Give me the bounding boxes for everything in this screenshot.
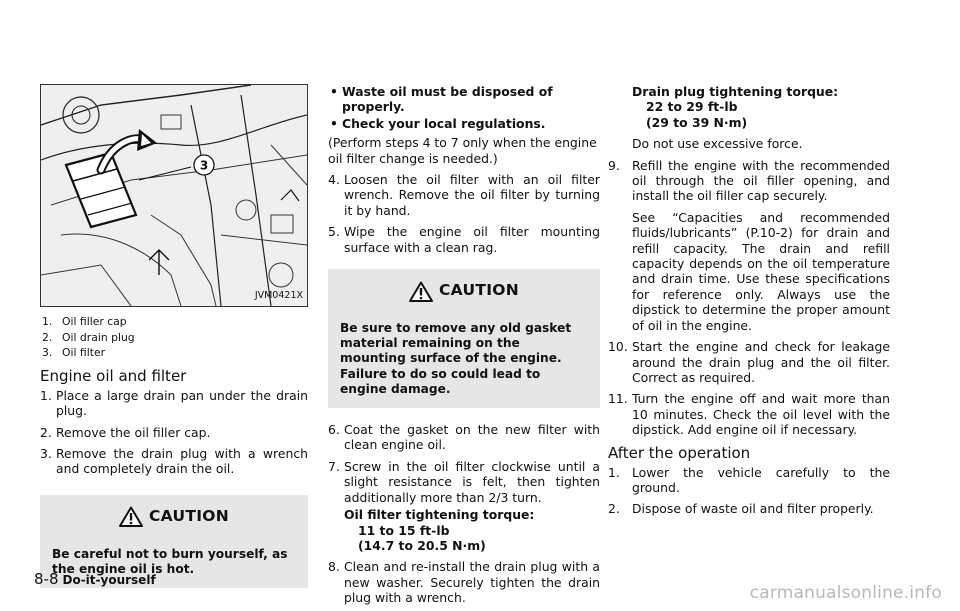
column-1 [40, 84, 308, 602]
step-item: 10. Start the engine and check for leakage around the drain plug and the oil filter. Correct as required. [608, 339, 890, 385]
caution-label: CAUTION [438, 281, 520, 300]
drain-plug-torque-block [608, 84, 890, 152]
perform-steps-note: (Perform steps 4 to 7 only when the engine oil filter change is needed.) [328, 135, 597, 166]
warning-triangle-icon [409, 281, 433, 302]
caution-header [340, 277, 588, 305]
column-3 [608, 84, 890, 523]
caution-label: CAUTION [148, 507, 230, 526]
figure-code: JVM0421X [254, 289, 303, 301]
steps-6-8 [328, 422, 600, 605]
step-item: 6. Coat the gasket on the new filter with clean engine oil. [328, 422, 600, 453]
warning-triangle-icon [119, 506, 143, 527]
after-steps [608, 465, 890, 517]
step-item: 11. Turn the engine off and wait more than 10 minutes. Check the oil level with the dipstick. Add engine oil if necessary. [608, 391, 890, 438]
page-number: 8-8 [34, 570, 59, 588]
disposal-bullets [328, 84, 600, 131]
oil-filter-torque: Oil filter tightening torque: 11 to 15 ft-lb (14.7 to 20.5 N·m) [344, 507, 535, 553]
page-footer [34, 570, 156, 588]
engine-illustration [41, 85, 307, 306]
column-2 [328, 84, 600, 611]
step-item: 2. Remove the oil filler cap. [40, 424, 211, 440]
step-item: 9. Refill the engine with the recommended oil through the oil filler opening, and install the oil filler cap securely. See “Capacities and recommended fluids/lubricants” (P.10-2) for drain and refill capacity. The drain and refill capacity depends on the oil temperature and drain time. Use these specifications for reference only. Always use the dipstick to determine the proper amount of oil in the engine. [608, 157, 890, 333]
step-item: 4. Loosen the oil filter with an oil filter wrench. Remove the oil filter by turning it by hand. [328, 172, 600, 218]
force-note: Do not use excessive force. [632, 136, 803, 152]
section-title-after-operation: After the operation [608, 443, 751, 462]
figure-legend [40, 314, 308, 361]
step-item: 7. Screw in the oil filter clockwise until a slight resistance is felt, then tighten additionally more than 2/3 turn. Oil filter tightening torque: 11 to 15 ft-lb (14.7 to 20.5 N·m) [328, 458, 600, 553]
step-9-text: Refill the engine with the recommended oil through the oil filler opening, and install the oil filler cap securely. [632, 157, 890, 204]
legend-item: 1. Oil filler cap [42, 315, 127, 328]
steps-9-11 [608, 158, 890, 438]
bullet-item: • Waste oil must be disposed of properly. [330, 84, 553, 115]
steps-1-3 [40, 388, 308, 477]
engine-figure [40, 84, 308, 307]
callout-3: 3 [199, 158, 209, 173]
section-name: Do-it-yourself [62, 573, 156, 587]
steps-4-5 [328, 172, 600, 255]
bullet-item: • Check your local regulations. [330, 115, 546, 131]
capacity-note: See “Capacities and recommended fluids/lubricants” (P.10-2) for drain and refill capacity. The drain and refill capacity depends on the oil temperature and drain time. Use these specifications for reference only. Always use the dipstick to determine the proper amount of oil in the engine. [632, 209, 890, 333]
watermark: carmanualsonline.info [749, 583, 942, 603]
section-title-engine-oil: Engine oil and filter [40, 366, 187, 385]
step-item: 8. Clean and re-install the drain plug with a new washer. Securely tighten the drain plug with a wrench. [328, 559, 600, 606]
legend-item: 3. Oil filter [42, 346, 106, 360]
legend-item: 2. Oil drain plug [42, 330, 135, 344]
caution-text: Be careful not to burn yourself, as the engine oil is hot. [52, 546, 288, 577]
drain-plug-torque: Drain plug tightening torque: 22 to 29 ft-lb (29 to 39 N·m) [632, 84, 839, 130]
step-item: 1. Lower the vehicle carefully to the ground. [608, 464, 890, 495]
step-item: 1. Place a large drain pan under the drain plug. [40, 387, 308, 419]
step-item: 2. Dispose of waste oil and filter properly. [608, 501, 874, 517]
step-7-text: Screw in the oil filter clockwise until a slight resistance is felt, then tighten additionally more than 2/3 turn. [344, 458, 600, 505]
step-item: 3. Remove the drain plug with a wrench and completely drain the oil. [40, 446, 308, 477]
step-item: 5. Wipe the engine oil filter mounting surface with a clean rag. [328, 224, 600, 255]
caution-text: Be sure to remove any old gasket material remaining on the mounting surface of the engine. Failure to do so could lead to engine damage. [340, 321, 572, 396]
caution-header [52, 503, 296, 531]
caution-box-2 [328, 269, 600, 408]
